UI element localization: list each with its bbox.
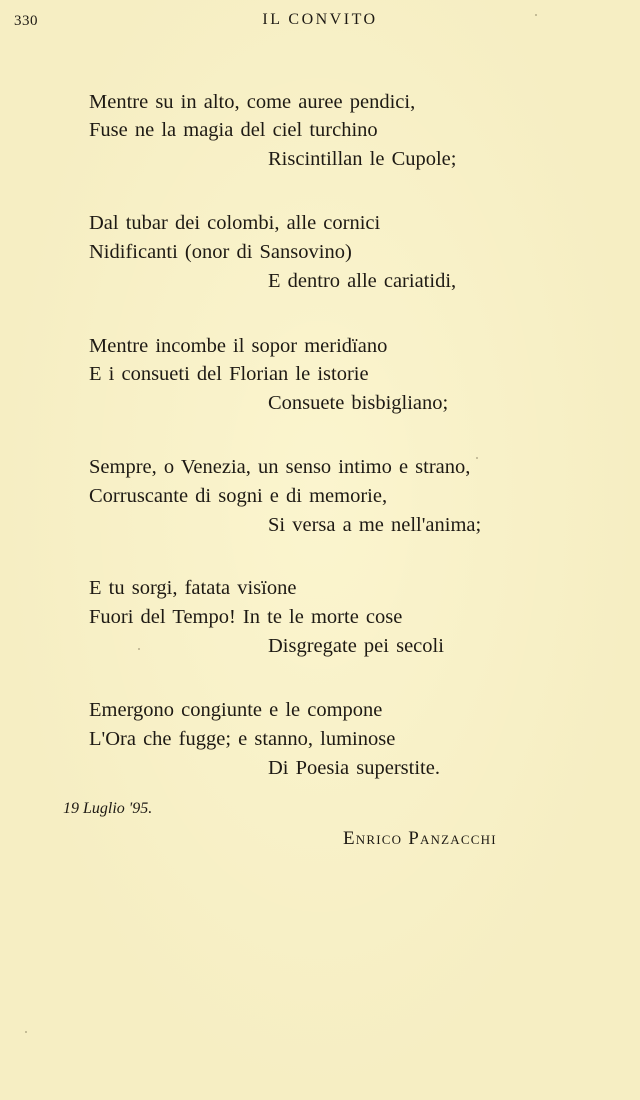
verse-line: Fuori del Tempo! In te le morte cose: [89, 606, 403, 628]
paper-speck: [138, 648, 140, 650]
paper-speck: [25, 1031, 27, 1033]
verse-line: Riscintillan le Cupole;: [268, 148, 457, 170]
verse-line: L'Ora che fugge; e stanno, luminose: [89, 728, 396, 750]
verse-line: Di Poesia superstite.: [268, 757, 440, 779]
verse-line: E dentro alle cariatidi,: [268, 270, 457, 292]
paper-speck: [476, 457, 478, 459]
verse-line: Fuse ne la magia del ciel turchino: [89, 119, 378, 141]
paper-speck: [535, 14, 537, 16]
verse-line: Mentre incombe il sopor meridïano: [89, 335, 388, 357]
verse-line: Consuete bisbigliano;: [268, 392, 449, 414]
author-signature: Enrico Panzacchi: [343, 828, 497, 849]
verse-line: E tu sorgi, fatata visïone: [89, 577, 297, 599]
running-title: IL CONVITO: [262, 11, 378, 28]
verse-line: Si versa a me nell'anima;: [268, 514, 482, 536]
verse-line: Disgregate pei secoli: [268, 635, 444, 657]
verse-line: Corruscante di sogni e di memorie,: [89, 485, 388, 507]
verse-line: Emergono congiunte e le compone: [89, 699, 383, 721]
verse-line: E i consueti del Florian le istorie: [89, 363, 369, 385]
page-number: 330: [14, 13, 38, 29]
verse-line: Dal tubar dei colombi, alle cornici: [89, 212, 381, 234]
verse-line: Mentre su in alto, come auree pendici,: [89, 91, 416, 113]
poem-date: 19 Luglio '95.: [63, 800, 153, 817]
verse-line: Nidificanti (onor di Sansovino): [89, 241, 352, 263]
verse-line: Sempre, o Venezia, un senso intimo e strano,: [89, 456, 471, 478]
